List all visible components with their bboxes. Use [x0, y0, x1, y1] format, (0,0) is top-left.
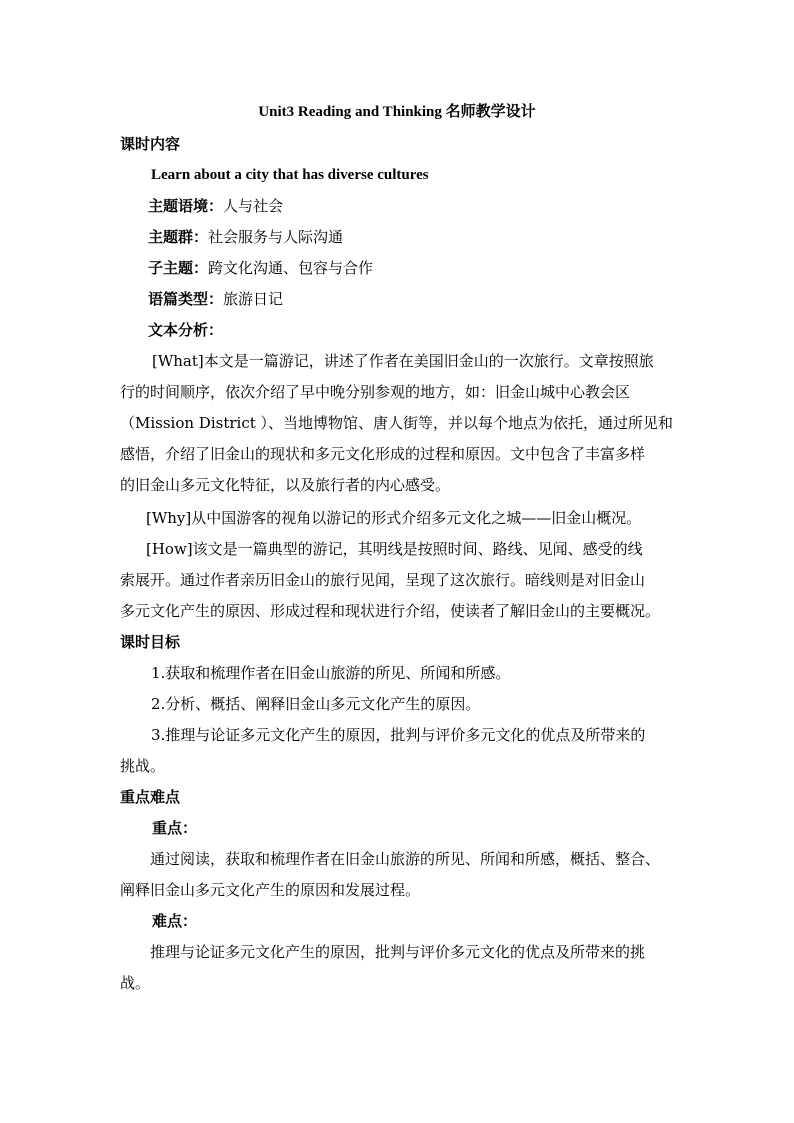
- difficult-points-line: 推理与论证多元文化产生的原因，批判与评价多元文化的优点及所带来的挑: [150, 943, 646, 961]
- goal-item-continuation: 挑战。: [120, 757, 166, 775]
- heading-lesson-content: 课时内容: [120, 135, 181, 153]
- theme-group-row: [148, 227, 343, 247]
- theme-group-label: 主题群：: [148, 228, 209, 246]
- what-line: （Mission District ）、当地博物馆、唐人街等，并以每个地点为依托，通过所见和: [120, 414, 674, 432]
- goal-item: 3.推理与论证多元文化产生的原因，批判与评价多元文化的优点及所带来的: [151, 726, 646, 744]
- theme-context-label: 主题语境：: [148, 197, 224, 215]
- how-line: 多元文化产生的原因、形成过程和现状进行介绍，使读者了解旧金山的主要概况。: [120, 602, 661, 620]
- goal-item: 2.分析、概括、阐释旧金山多元文化产生的原因。: [151, 695, 481, 713]
- sub-theme-row: [148, 258, 373, 278]
- text-type-value: 旅游日记: [223, 290, 284, 308]
- document-title: Unit3 Reading and Thinking 名师教学设计: [258, 104, 536, 120]
- text-analysis-label: 文本分析：: [148, 321, 224, 339]
- how-line: 索展开。通过作者亲历旧金山的旅行见闻，呈现了这次旅行。暗线则是对旧金山: [120, 571, 646, 589]
- heading-lesson-goals: 课时目标: [120, 633, 181, 651]
- text-type-row: [148, 289, 283, 309]
- theme-group-value: 社会服务与人际沟通: [208, 228, 344, 246]
- theme-context-value: 人与社会: [223, 197, 284, 215]
- key-points-line: 通过阅读，获取和梳理作者在旧金山旅游的所见、所闻和所感，概括、整合、: [150, 850, 661, 868]
- text-type-label: 语篇类型：: [148, 290, 224, 308]
- difficult-points-label: 难点：: [152, 912, 198, 930]
- how-line: [How]该文是一篇典型的游记，其明线是按照时间、路线、见闻、感受的线: [146, 540, 643, 558]
- key-points-line: 阐释旧金山多元文化产生的原因和发展过程。: [120, 881, 421, 899]
- what-line: [What]本文是一篇游记，讲述了作者在美国旧金山的一次旅行。文章按照旅: [152, 352, 654, 370]
- key-points-label: 重点：: [152, 819, 198, 837]
- sub-theme-value: 跨文化沟通、包容与合作: [208, 259, 374, 277]
- theme-context-row: [148, 196, 283, 216]
- heading-key-difficult: 重点难点: [120, 788, 181, 806]
- what-line: 的旧金山多元文化特征，以及旅行者的内心感受。: [120, 476, 451, 494]
- what-line: 行的时间顺序，依次介绍了早中晚分别参观的地方，如：旧金山城中心教会区: [120, 383, 631, 401]
- why-line: [Why]从中国游客的视角以游记的形式介绍多元文化之城——旧金山概况。: [146, 509, 642, 527]
- difficult-points-line: 战。: [120, 974, 151, 992]
- what-line: 感悟，介绍了旧金山的现状和多元文化形成的过程和原因。文中包含了丰富多样: [120, 445, 646, 463]
- lesson-subtitle: Learn about a city that has diverse cultures: [151, 167, 429, 183]
- sub-theme-label: 子主题：: [148, 259, 209, 277]
- goal-item: 1.获取和梳理作者在旧金山旅游的所见、所闻和所感。: [151, 664, 511, 682]
